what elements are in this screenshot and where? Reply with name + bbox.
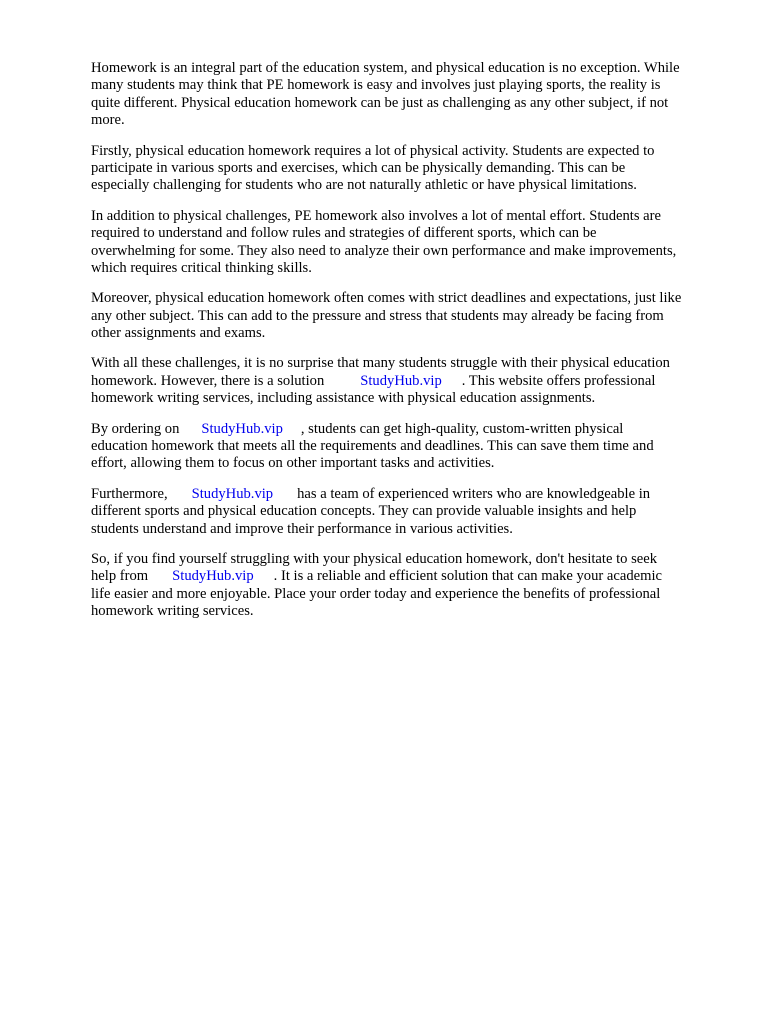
studyhub-link[interactable]: StudyHub.vip — [201, 420, 283, 437]
text-line: students understand and improve their performance in various activities. — [91, 520, 513, 537]
text-line: education homework that meets all the requirements and deadlines. This can save them time and — [91, 438, 654, 455]
text-line: different sports and physical education concepts. They can provide valuable insights and help — [91, 503, 637, 520]
paragraph-ordering — [91, 421, 721, 473]
text-segment: has a team of experienced writers who are knowledgeable in — [297, 485, 651, 502]
text-line: many students may think that PE homework is easy and involves just playing sports, the reality is — [91, 77, 661, 94]
text-segment: help from — [91, 568, 149, 585]
studyhub-link[interactable]: StudyHub.vip — [191, 485, 274, 502]
text-line: effort, allowing them to focus on other important tasks and activities. — [91, 455, 495, 472]
paragraph-physical-activity — [91, 143, 721, 195]
document-body — [91, 60, 721, 634]
text-line: any other subject. This can add to the pressure and stress that students may already be facing from — [91, 307, 664, 324]
text-line: required to understand and follow rules and strategies of different sports, which can be — [91, 225, 597, 242]
text-line: which requires critical thinking skills. — [91, 259, 312, 276]
text-segment: . This website offers professional — [461, 372, 656, 389]
paragraph-deadlines — [91, 290, 721, 342]
paragraph-mental-effort — [91, 208, 721, 278]
paragraph-solution — [91, 355, 721, 407]
text-line: Moreover, physical education homework often comes with strict deadlines and expectations, just like — [91, 290, 682, 307]
paragraph-intro — [91, 60, 721, 130]
text-line: especially challenging for students who are not naturally athletic or have physical limitations. — [91, 177, 637, 194]
text-segment: Furthermore, — [91, 485, 168, 502]
text-line — [91, 373, 721, 390]
text-line: overwhelming for some. They also need to analyze their own performance and make improvements, — [91, 242, 677, 259]
text-line: more. — [91, 112, 125, 129]
text-line: Firstly, physical education homework requires a lot of physical activity. Students are expected to — [91, 142, 655, 159]
text-line: homework writing services. — [91, 603, 254, 620]
text-line: With all these challenges, it is no surprise that many students struggle with their physical education — [91, 355, 670, 372]
text-line — [91, 568, 721, 585]
text-line: homework writing services, including assistance with physical education assignments. — [91, 390, 596, 407]
text-line — [91, 421, 721, 438]
text-line: In addition to physical challenges, PE homework also involves a lot of mental effort. Students are — [91, 207, 661, 224]
text-segment: By ordering on — [91, 420, 180, 437]
text-line: participate in various sports and exercises, which can be physically demanding. This can be — [91, 159, 626, 176]
text-line — [91, 486, 721, 503]
text-line: quite different. Physical education homework can be just as challenging as any other subject, if not — [91, 94, 669, 111]
text-line: Homework is an integral part of the education system, and physical education is no exception. While — [91, 60, 680, 76]
text-segment: , students can get high-quality, custom-written physical — [300, 420, 624, 437]
studyhub-link[interactable]: StudyHub.vip — [172, 568, 254, 585]
paragraph-writers — [91, 486, 721, 538]
text-line: other assignments and exams. — [91, 325, 266, 342]
paragraph-conclusion — [91, 551, 721, 621]
text-line: So, if you find yourself struggling with your physical education homework, don't hesitate to seek — [91, 550, 658, 567]
text-line: life easier and more enjoyable. Place your order today and experience the benefits of professional — [91, 585, 661, 602]
text-segment: homework. However, there is a solution — [91, 372, 325, 389]
text-segment: . It is a reliable and efficient solution that can make your academic — [273, 568, 662, 585]
studyhub-link[interactable]: StudyHub.vip — [360, 372, 442, 389]
